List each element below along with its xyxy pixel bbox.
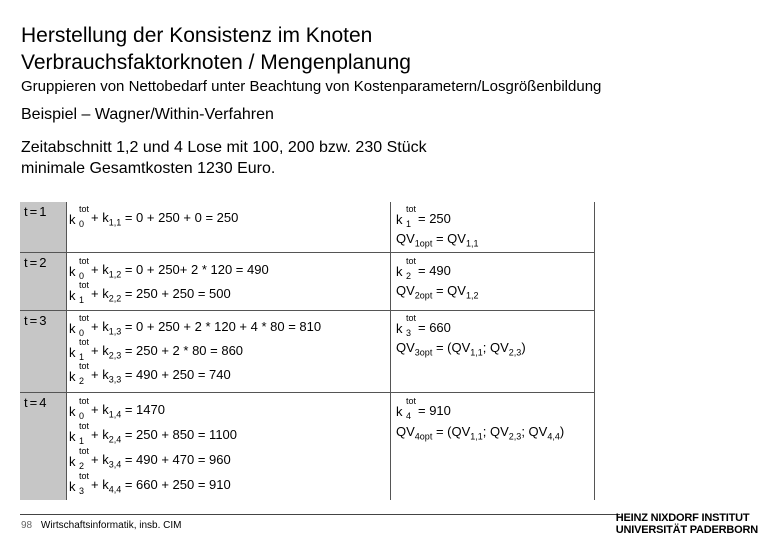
cost-table xyxy=(20,202,595,500)
result-row: k tot 1 = 250 xyxy=(396,203,451,229)
period-label: t=2 xyxy=(24,255,49,270)
period-column xyxy=(20,202,66,500)
logo-line-1: HEINZ NIXDORF INSTITUT xyxy=(615,512,750,524)
footer-text: Wirtschaftsinformatik, insb. CIM xyxy=(40,520,182,531)
formula-row: k tot 1 + $k_{2,3} = 250 + 2 * 80 = 860$ xyxy=(69,336,244,362)
divider xyxy=(66,202,67,500)
formula-row: k tot 0 + $k_{1,1} = 0 + 250 + 0 = 250$ xyxy=(69,203,239,229)
footer xyxy=(21,520,182,531)
page-number: 98 xyxy=(21,520,33,531)
period-label: t=4 xyxy=(24,395,49,410)
result-row: k tot 2 = 490 xyxy=(396,255,451,281)
result-row: $QV_{2opt} = QV_{1,2}$ xyxy=(396,283,479,301)
title-line-1: Herstellung der Konsistenz im Knoten xyxy=(21,24,373,47)
institute-logo xyxy=(616,512,758,536)
formula-row: k tot 2 + $k_{3,3} = 490 + 250 = 740$ xyxy=(69,360,231,386)
description-line-1: Zeitabschnitt 1,2 und 4 Lose mit 100, 200 bzw. 230 Stück xyxy=(21,139,427,156)
formula-row: k tot 0 + $k_{1,3} = 0 + 250 + 2 * 120 + 4 * 80 = 810$ xyxy=(69,312,322,338)
row-divider xyxy=(20,392,595,393)
row-divider xyxy=(20,252,595,253)
result-row: $QV_{4opt} = (QV_{1,1}$; $QV_{2,3}$; $QV_{4,4}$) xyxy=(396,424,565,442)
result-row: k tot 3 = 660 xyxy=(396,312,451,338)
formula-row: k tot 3 + $k_{4,4} = 660 + 250 = 910$ xyxy=(69,470,231,496)
formula-row: k tot 0 + $k_{1,4} = 1470$ xyxy=(69,395,165,421)
formula-row: k tot 2 + $k_{3,4} = 490 + 470 = 960$ xyxy=(69,445,231,471)
logo-line-2: UNIVERSITÄT PADERBORN xyxy=(615,524,758,536)
slide-title xyxy=(21,22,411,76)
description xyxy=(21,137,427,179)
formula-row: k tot 1 + $k_{2,2} = 250 + 250 = 500$ xyxy=(69,279,231,305)
slide-subtitle: Gruppieren von Nettobedarf unter Beachtung von Kostenparametern/Losgrößenbildung xyxy=(21,78,602,95)
period-label: t=3 xyxy=(24,313,49,328)
divider xyxy=(594,202,595,500)
divider xyxy=(390,202,391,500)
example-heading: Beispiel – Wagner/Within-Verfahren xyxy=(21,106,274,123)
row-divider xyxy=(20,310,595,311)
result-row: $QV_{3opt} = (QV_{1,1}$; $QV_{2,3}$) xyxy=(396,340,526,358)
footer-divider xyxy=(20,514,620,515)
result-row: $QV_{1opt} = QV_{1,1}$ xyxy=(396,231,479,249)
title-line-2: Verbrauchsfaktorknoten / Mengenplanung xyxy=(21,51,411,74)
period-label: t=1 xyxy=(24,204,49,219)
result-row: k tot 4 = 910 xyxy=(396,395,451,421)
formula-row: k tot 0 + $k_{1,2} = 0 + 250+ 2 * 120 = 490$ xyxy=(69,255,269,281)
description-line-2: minimale Gesamtkosten 1230 Euro. xyxy=(21,160,276,177)
formula-row: k tot 1 + $k_{2,4} = 250 + 850 = 1100$ xyxy=(69,420,238,446)
